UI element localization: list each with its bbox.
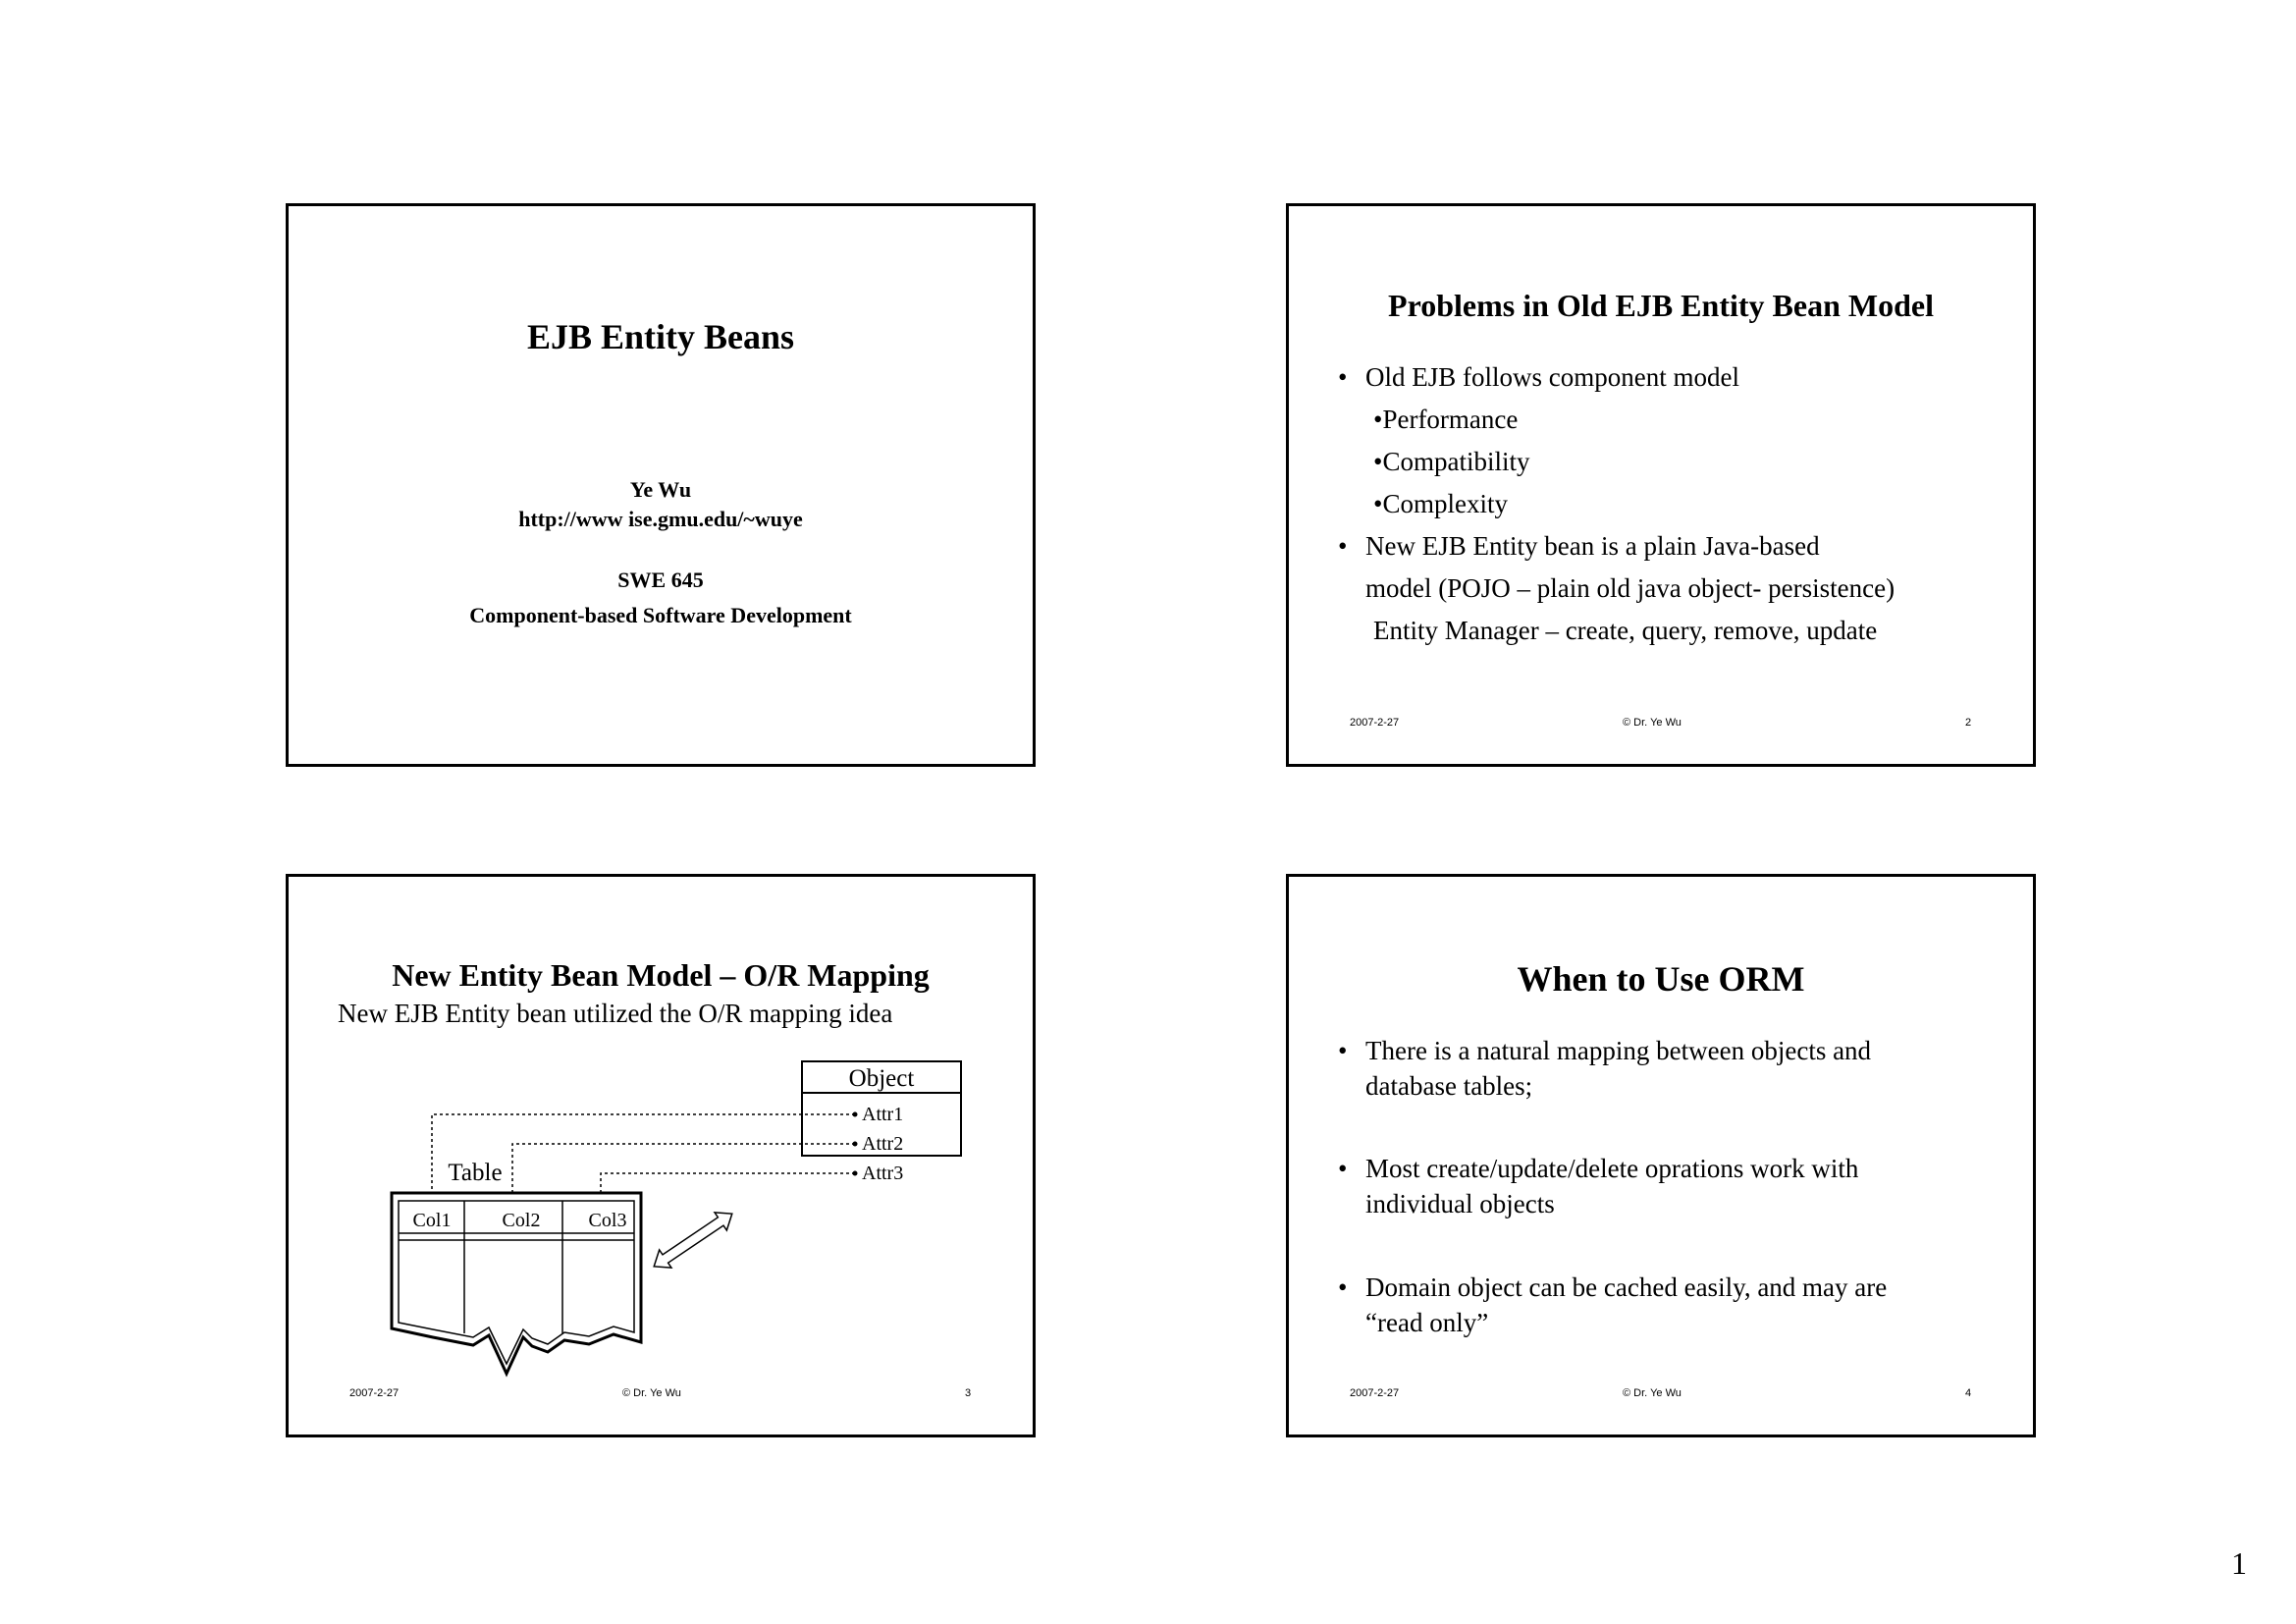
slide-title: EJB Entity Beans	[526, 317, 795, 356]
slide-4	[1286, 874, 2036, 1437]
course-name: Component-based Software Development	[469, 603, 852, 627]
list-item-text: •Compatibility	[1373, 447, 1530, 476]
page-number: 1	[2231, 1545, 2247, 1581]
footer-author: © Dr. Ye Wu	[1623, 1387, 1682, 1399]
list-item-text: Domain object can be cached easily, and may are	[1365, 1272, 1888, 1302]
footer-date: 2007-2-27	[349, 1387, 400, 1399]
author-name: Ye Wu	[629, 477, 692, 502]
slide-subtitle: New EJB Entity bean utilized the O/R mapping idea	[338, 999, 893, 1028]
list-item-text: Entity Manager – create, query, remove, update	[1373, 616, 1878, 645]
list-item-text: database tables;	[1365, 1071, 1533, 1101]
bullet-marker: •	[1338, 1272, 1348, 1302]
footer-page-number: 4	[1965, 1387, 1972, 1399]
slide-3	[286, 874, 1036, 1437]
bidirectional-arrow-icon	[648, 1205, 738, 1275]
list-item-text: •Complexity	[1373, 489, 1508, 518]
bullet-marker: •	[1338, 1036, 1348, 1065]
list-item-text: Most create/update/delete oprations work with	[1365, 1154, 1859, 1183]
footer-page-number: 3	[965, 1387, 972, 1399]
slide-title: When to Use ORM	[1517, 959, 1805, 999]
attr2-label: Attr2	[862, 1133, 904, 1155]
list-item-text: model (POJO – plain old java object- persistence)	[1365, 573, 1896, 603]
slide-title: New Entity Bean Model – O/R Mapping	[392, 957, 930, 993]
attr1-label: Attr1	[862, 1104, 904, 1125]
footer-author: © Dr. Ye Wu	[622, 1387, 681, 1399]
footer-page-number: 2	[1965, 717, 1972, 729]
footer-date: 2007-2-27	[1350, 1387, 1400, 1399]
list-item-text: Old EJB follows component model	[1365, 362, 1739, 392]
author-url: http://www ise.gmu.edu/~wuye	[518, 507, 803, 531]
slide-1	[286, 203, 1036, 767]
table-label: Table	[448, 1160, 503, 1186]
or-mapping-diagram	[289, 877, 1033, 1435]
footer-date: 2007-2-27	[1350, 717, 1400, 729]
col3-label: Col3	[588, 1210, 627, 1231]
slide-2	[1286, 203, 2036, 767]
footer-author: © Dr. Ye Wu	[1623, 717, 1682, 729]
course-code: SWE 645	[617, 568, 704, 592]
list-item-text: New EJB Entity bean is a plain Java-based	[1365, 531, 1820, 561]
col1-label: Col1	[412, 1210, 452, 1231]
attr3-label: Attr3	[862, 1163, 904, 1184]
bullet-marker: •	[1338, 362, 1348, 392]
bullet-marker: •	[1338, 531, 1348, 561]
bullet-marker: •	[1338, 1154, 1348, 1183]
list-item-text: •Performance	[1373, 405, 1519, 434]
col2-label: Col2	[502, 1210, 541, 1231]
list-item-text: “read only”	[1365, 1308, 1489, 1337]
list-item-text: individual objects	[1365, 1189, 1555, 1218]
list-item-text: There is a natural mapping between objects and	[1365, 1036, 1872, 1065]
slide-title: Problems in Old EJB Entity Bean Model	[1388, 288, 1934, 323]
object-label: Object	[848, 1065, 915, 1092]
